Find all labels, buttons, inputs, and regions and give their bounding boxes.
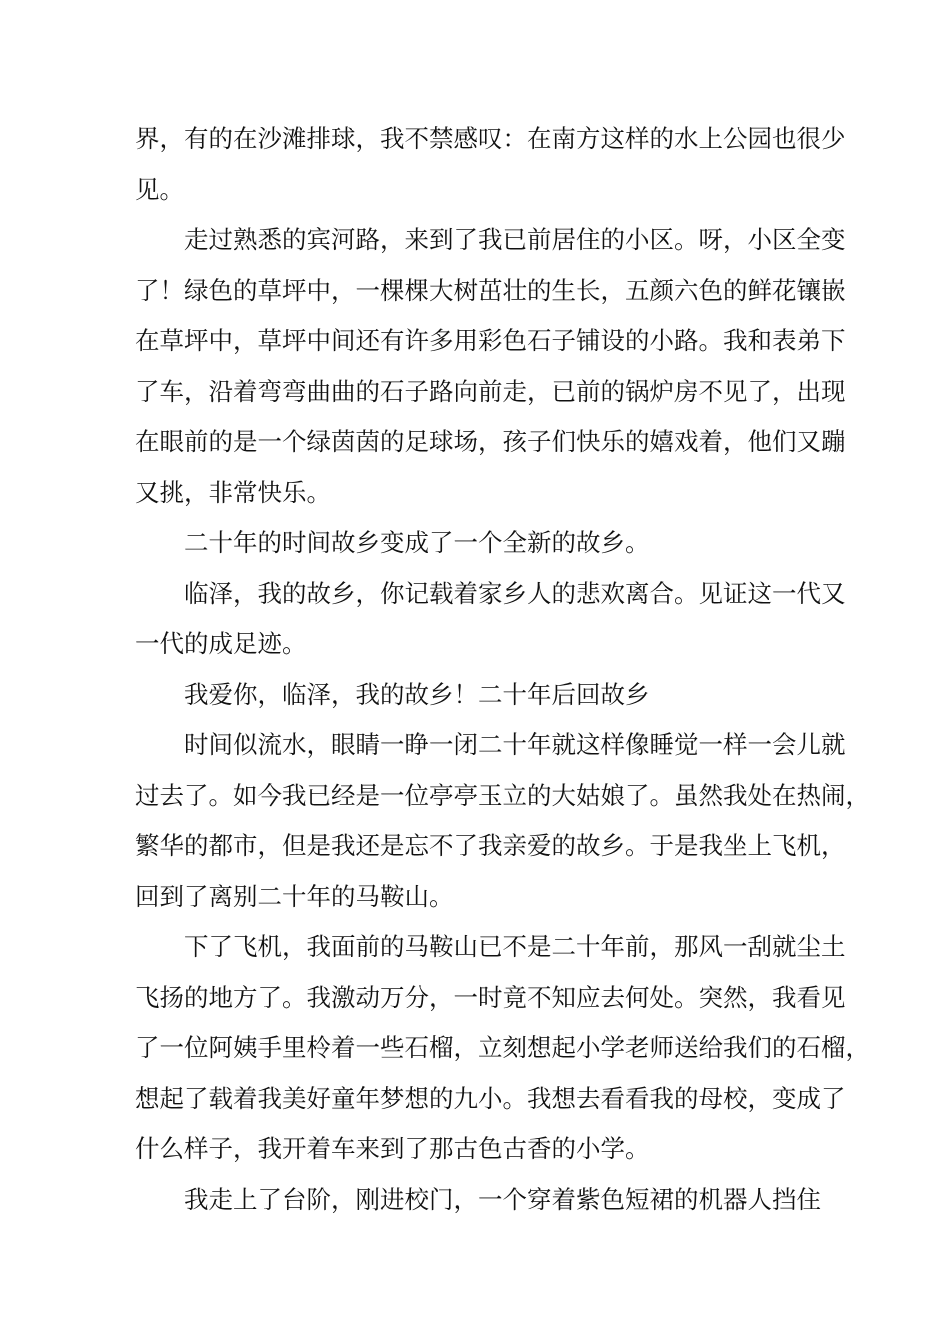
text-line: 走过熟悉的宾河路，来到了我已前居住的小区。呀，小区全变 [184, 225, 846, 254]
text-line: 飞扬的地方了。我激动万分，一时竟不知应去何处。突然，我看见 [135, 982, 846, 1012]
text-line: 界，有的在沙滩排球，我不禁感叹：在南方这样的水上公园也很少 [135, 124, 846, 153]
text-line: 又挑，非常快乐。 [135, 477, 331, 507]
paragraph [135, 670, 835, 721]
paragraph [135, 518, 835, 569]
paragraph [135, 215, 846, 518]
paragraph [135, 114, 846, 215]
text-line: 二十年的时间故乡变成了一个全新的故乡。 [184, 528, 650, 557]
text-line: 时间似流水，眼睛一睁一闭二十年就这样像睡觉一样一会儿就 [184, 730, 846, 759]
text-line: 我爱你，临泽，我的故乡！二十年后回故乡 [184, 679, 650, 709]
document-body [135, 114, 870, 1225]
paragraph [135, 569, 846, 670]
text-line: 了一位阿姨手里柃着一些石榴，立刻想起小学老师送给我们的石榴， [135, 1033, 870, 1062]
paragraph [135, 720, 870, 922]
paragraph [135, 922, 870, 1175]
text-line: 在草坪中，草坪中间还有许多用彩色石子铺设的小路。我和表弟下 [135, 326, 846, 355]
text-line: 过去了。如今我已经是一位亭亭玉立的大姑娘了。虽然我处在热闹， [135, 780, 870, 810]
paragraph [135, 1175, 835, 1226]
text-line: 见。 [135, 174, 184, 204]
text-line: 临泽，我的故乡，你记载着家乡人的悲欢离合。见证这一代又 [184, 578, 846, 608]
text-line: 想起了载着我美好童年梦想的九小。我想去看看我的母校，变成了 [135, 1083, 846, 1113]
text-line: 我走上了台阶，刚进校门，一个穿着紫色短裙的机器人挡住 [184, 1184, 821, 1214]
text-line: 了车，沿着弯弯曲曲的石子路向前走，已前的锅炉房不见了，出现 [135, 376, 846, 406]
text-line: 了！绿色的草坪中，一棵棵大树茁壮的生长，五颜六色的鲜花镶嵌 [135, 275, 846, 305]
text-line: 一代的成足迹。 [135, 629, 307, 658]
text-line: 在眼前的是一个绿茵茵的足球场，孩子们快乐的嬉戏着，他们又蹦 [135, 427, 846, 456]
text-line: 繁华的都市，但是我还是忘不了我亲爱的故乡。于是我坐上飞机， [135, 831, 846, 860]
text-line: 下了飞机，我面前的马鞍山已不是二十年前，那风一刮就尘土 [184, 932, 846, 961]
text-line: 回到了离别二十年的马鞍山。 [135, 881, 454, 911]
text-line: 什么样子，我开着车来到了那古色古香的小学。 [135, 1134, 650, 1163]
